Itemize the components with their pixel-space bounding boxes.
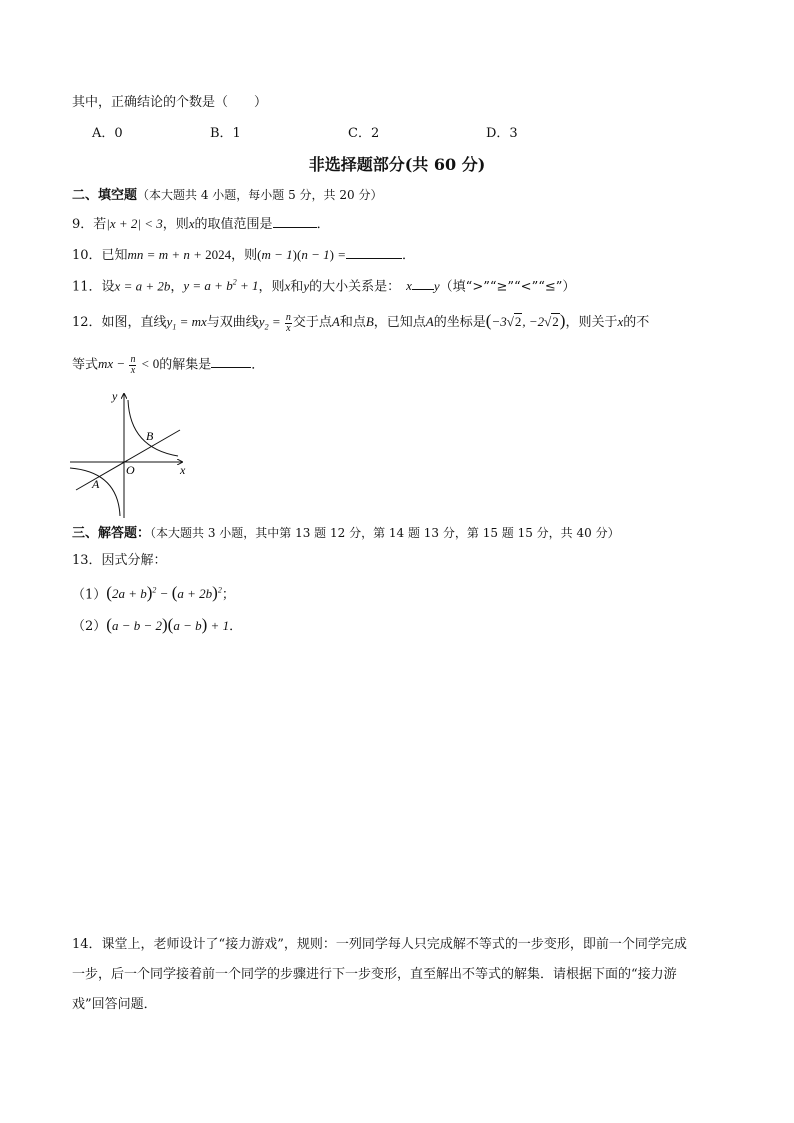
q13-p1-expression: $(2a + b)^2 - (a + 2b)^2$ — [106, 583, 222, 603]
q13-p1-label: （1） — [72, 587, 107, 603]
q10-number: 10．已知 — [72, 248, 128, 263]
part3-title: 三、解答题： — [72, 526, 151, 541]
part3-note: （本大题共 3 小题，其中第 13 题 12 分，第 14 题 13 分，第 15 题 15 分，共 40 分） — [150, 526, 620, 540]
question-11: 11．设x = a + 2b，$y = a + b^2 + 1$，则x和y的大小关系是： x y（填“>”“≥”“<”“≤”） — [72, 278, 576, 295]
q13-p2-label: （2） — [72, 619, 107, 634]
q9-text: ，则 — [162, 217, 189, 232]
q10-text: ，则 — [231, 248, 258, 263]
q13-p1-end: ； — [221, 587, 235, 603]
q11-hint: （填“>”“≥”“<”“≤”） — [439, 279, 576, 295]
q11-number: 11．设 — [72, 279, 115, 295]
q8-option-b: B．1 — [210, 126, 241, 141]
q12-text-4: ，已知点 — [373, 315, 426, 330]
q14-line-1: 14．课堂上，老师设计了“接力游戏”，规则：一列同学每人只完成解不等式的一步变形，即前一个同学完成 — [72, 937, 687, 952]
q12-hyperbola-eq: $y_2$ = $\frac{n}{x}$ — [258, 311, 291, 334]
q12-number: 12．如图，直线 — [72, 315, 167, 330]
q12-text-7: 的不 — [623, 315, 650, 330]
q12-figure — [66, 388, 196, 520]
q9-number: 9．若 — [72, 217, 107, 232]
part2-title: 二、填空题 — [72, 188, 138, 203]
q14-line-2: 一步，后一个同学接着前一个同学的步骤进行下一步变形，直至解出不等式的解集．请根据下面的“接力游 — [72, 967, 677, 982]
question-12-line-2 — [72, 355, 264, 376]
q9-text-tail: 的取值范围是 — [194, 217, 273, 232]
q12-text-5: 的坐标是 — [433, 315, 486, 330]
q10-end: ． — [402, 248, 416, 263]
part2-heading — [72, 186, 382, 205]
q11-text: 的大小关系是： — [309, 279, 401, 295]
q12-answer-blank[interactable] — [211, 355, 251, 368]
part2-note: （本大题共 4 小题，每小题 5 分，共 20 分） — [137, 188, 383, 202]
question-9 — [72, 215, 330, 234]
q13-part-2 — [72, 616, 242, 636]
point-a-label: A — [92, 477, 100, 491]
q8-option-c: C．2 — [348, 126, 380, 141]
q12-inequality: mx − $\frac{n}{x}$ < 0 — [98, 354, 160, 376]
q13-part-1 — [72, 582, 235, 604]
q11-y-def: $y = a + b^2 + 1$ — [183, 278, 259, 294]
axis-label-x: x — [180, 463, 186, 477]
q9-end: ． — [316, 217, 330, 232]
q10-expression: (m − 1)(n − 1) = — [257, 247, 346, 262]
axis-label-y: y — [112, 389, 118, 403]
question-12: 12．如图，直线$y_1$ = mx与双曲线$y_2$ = $\frac{n}{x}$ 交于点A和点B，已知点A的坐标是(−3√2, −2√2)，则关于x的不 — [72, 311, 650, 334]
q8-stem: 其中，正确结论的个数是（ ） — [72, 95, 268, 110]
q12-text-2: 交于点 — [292, 315, 332, 330]
q12-text-8: 等式 — [72, 357, 99, 373]
q13-p2-expression: (a − b − 2)(a − b) + 1 — [106, 615, 230, 634]
question-10 — [72, 246, 415, 265]
q11-x-def: x = a + 2b — [114, 278, 171, 294]
q8-option-a: A．0 — [92, 126, 123, 141]
q11-answer-blank[interactable] — [412, 277, 434, 290]
q12-text-9: 的解集是 — [159, 357, 212, 373]
q12-text-3: 和点 — [339, 315, 366, 330]
q9-formula: |x + 2| < 3 — [106, 216, 163, 231]
q12-end: ． — [251, 357, 265, 373]
q12-line-eq: $y_1$ = mx — [166, 314, 207, 332]
q9-answer-blank[interactable] — [273, 215, 317, 228]
part3-heading — [72, 524, 620, 543]
q14-line-3: 戏”回答问题． — [72, 997, 157, 1012]
q13-p2-end: ． — [229, 619, 243, 634]
section-title: 非选择题部分(共 60 分) — [308, 155, 486, 174]
hyperbola-branch-3 — [70, 468, 120, 516]
q13-title: 13．因式分解： — [72, 553, 167, 568]
q9-var: x — [188, 216, 195, 231]
q12-text-6: ，则关于 — [565, 315, 618, 330]
origin-label: O — [126, 463, 135, 477]
point-b-label: B — [146, 429, 154, 443]
q12-text-1: 与双曲线 — [206, 315, 259, 330]
q8-option-d: D．3 — [486, 126, 518, 141]
q12-point-a-coords: (−3√2, −2√2) — [485, 311, 566, 330]
q10-formula: mn = m + n + 2024 — [127, 247, 232, 262]
q10-answer-blank[interactable] — [346, 246, 402, 259]
hyperbola-branch-1 — [128, 400, 178, 456]
q11-and: 和 — [290, 279, 304, 295]
